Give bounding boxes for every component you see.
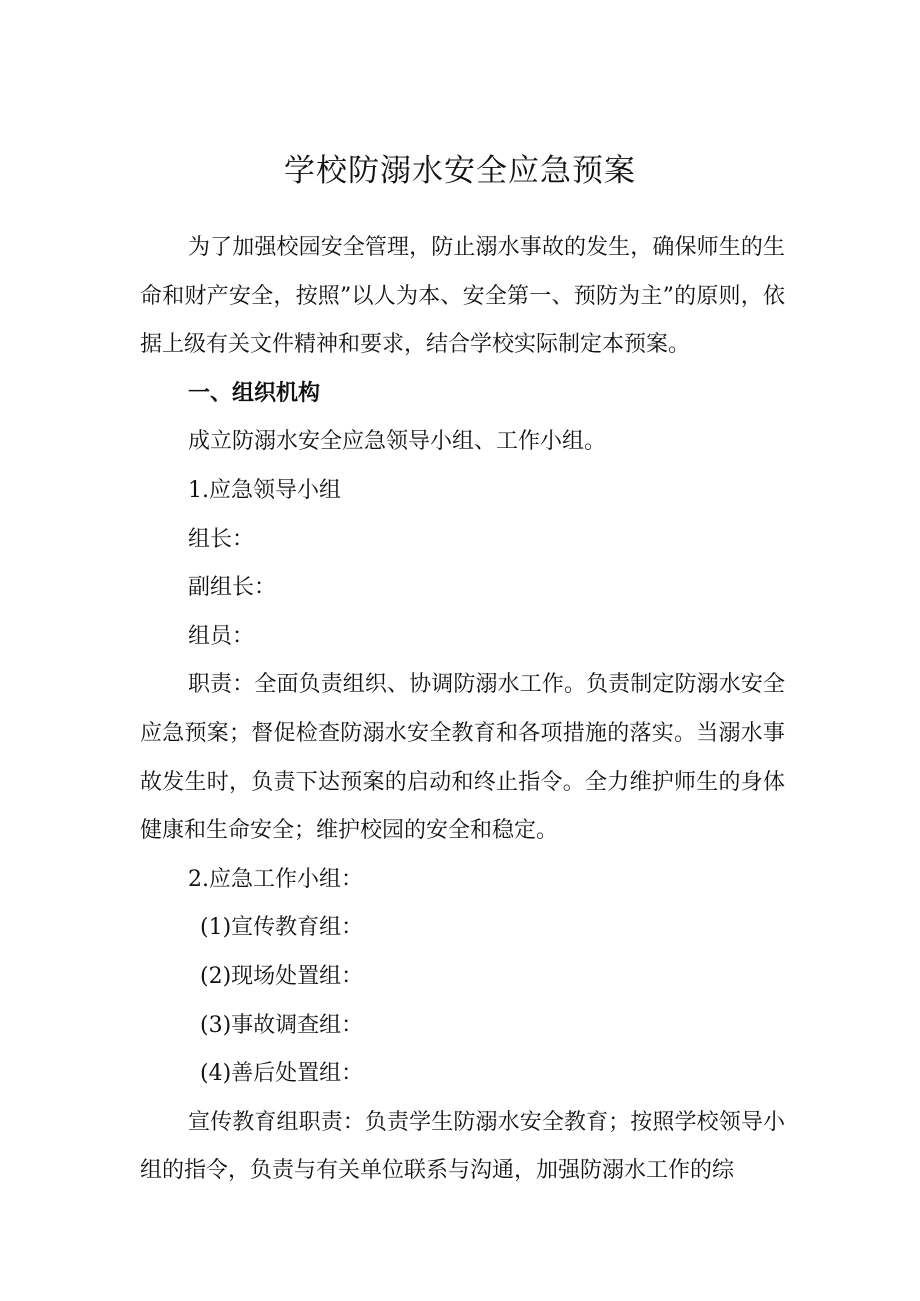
document-body xyxy=(140,224,785,1196)
org-intro-paragraph: 成立防溺水安全应急领导小组、工作小组。 xyxy=(188,429,607,455)
work-group-item: (3)事故调查组： xyxy=(200,1012,364,1038)
leader-group-heading: 1.应急领导小组 xyxy=(188,477,341,503)
work-group-heading: 2.应急工作小组： xyxy=(188,866,363,892)
leader-label: 组长： xyxy=(188,526,255,552)
work-group-item: (1)宣传教育组： xyxy=(200,915,364,941)
document-title: 学校防溺水安全应急预案 xyxy=(284,153,636,189)
work-group-item: (2)现场处置组： xyxy=(200,963,364,989)
publicity-duties-paragraph: 宣传教育组职责：负责学生防溺水安全教育；按照学校领导小组的指令，负责与有关单位联系与沟通，加强防溺水工作的综 xyxy=(140,1109,785,1184)
duties-paragraph: 职责：全面负责组织、协调防溺水工作。负责制定防溺水安全应急预案；督促检查防溺水安全教育和各项措施的落实。当溺水事故发生时，负责下达预案的启动和终止指令。全力维护师生的身体健康和生命安全；维护校园的安全和稳定。 xyxy=(140,672,785,844)
deputy-leader-label: 副组长： xyxy=(188,575,277,601)
work-group-item: (4)善后处置组： xyxy=(200,1061,364,1087)
intro-paragraph: 为了加强校园安全管理，防止溺水事故的发生，确保师生的生命和财产安全，按照”以人为本、安全第一、预防为主”的原则，依据上级有关文件精神和要求，结合学校实际制定本预案。 xyxy=(140,235,785,358)
section-heading-organization: 一、组织机构 xyxy=(188,380,321,406)
member-label: 组员： xyxy=(188,623,255,649)
